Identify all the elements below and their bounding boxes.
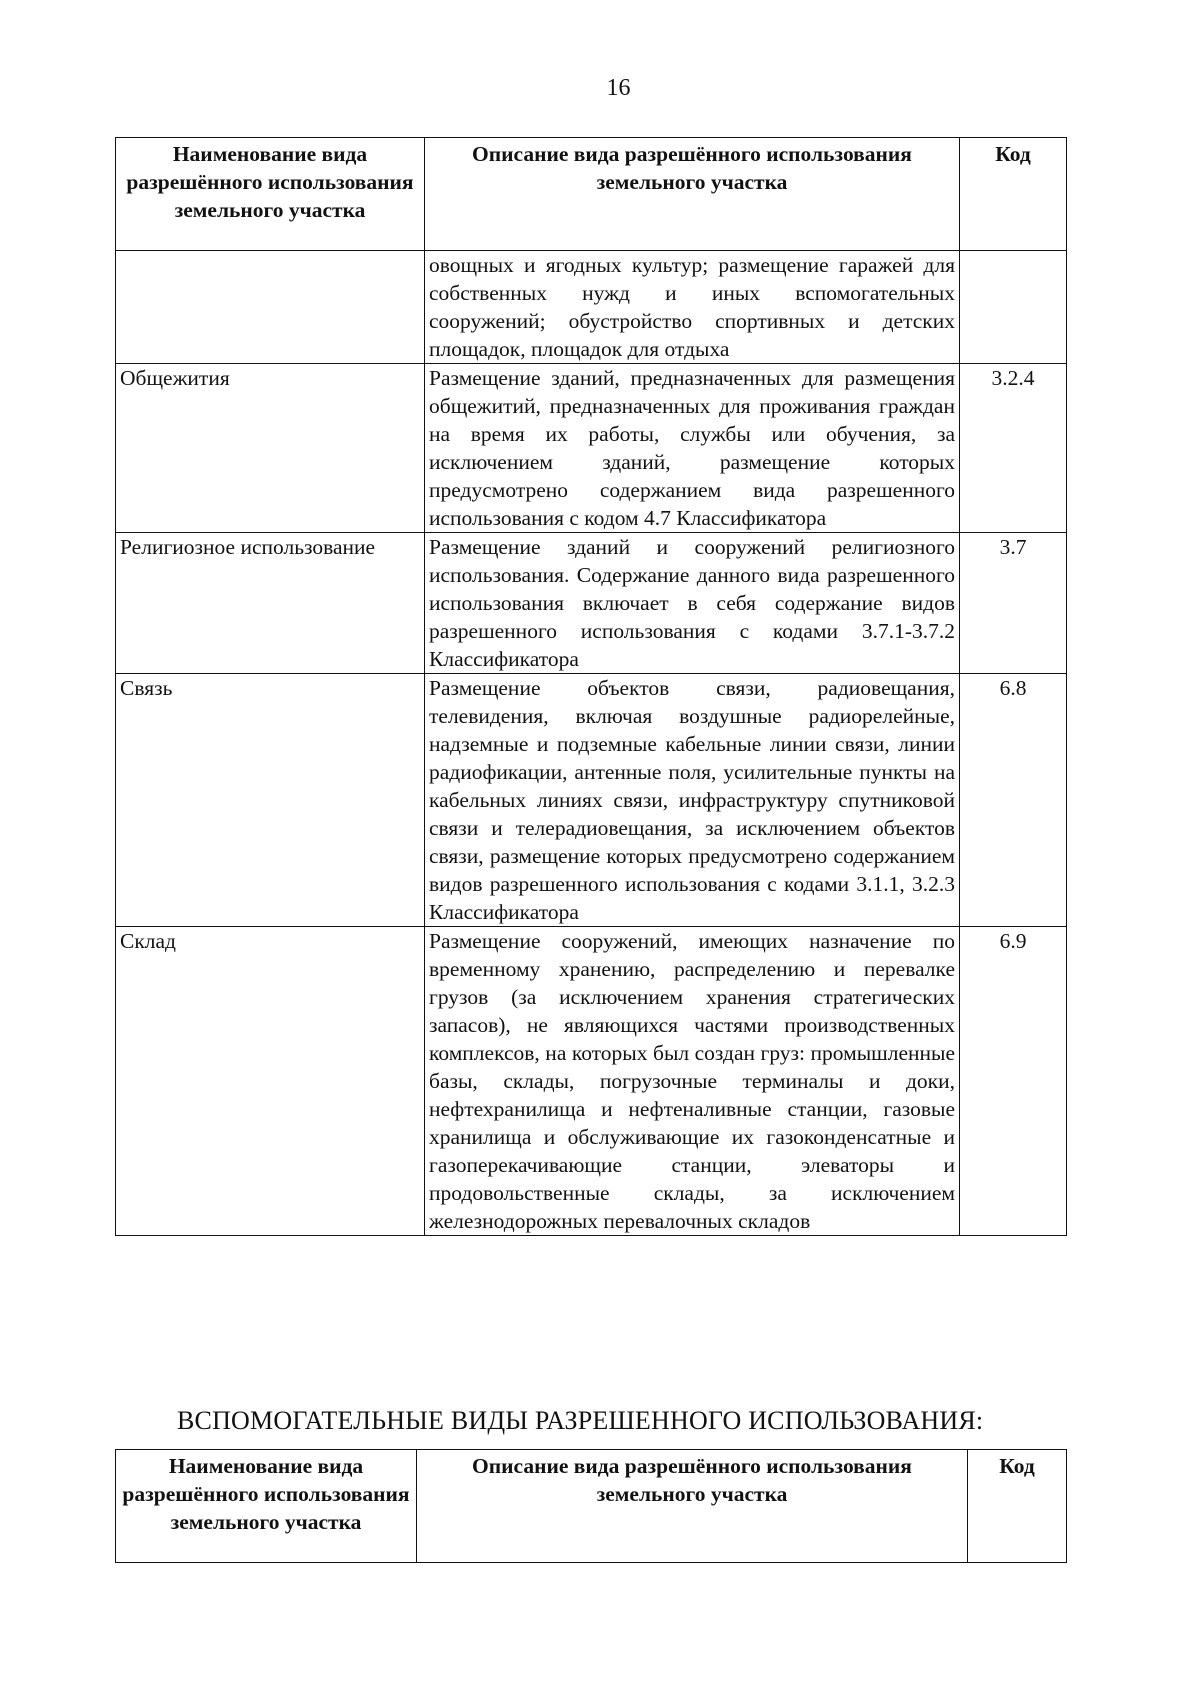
header-description: Описание вида разрешённого использования земельного участка [425,138,960,251]
row-description: овощных и ягодных культур; размещение гаражей для собственных нужд и иных вспомогательных сооружений; обустройство спортивных и детских площадок, площадок для отдыха [425,251,960,364]
row-code: 6.8 [960,674,1067,927]
header-name: Наименование вида разрешённого использования земельного участка [116,138,425,251]
row-code: 6.9 [960,927,1067,1236]
section-title: ВСПОМОГАТЕЛЬНЫЕ ВИДЫ РАЗРЕШЕННОГО ИСПОЛЬЗОВАНИЯ: [177,1406,984,1435]
table-header-row [116,1450,1067,1563]
page-number: 16 [606,75,631,101]
row-code: 3.7 [960,533,1067,674]
row-code [960,251,1067,364]
header-name: Наименование вида разрешённого использования земельного участка [116,1450,417,1563]
row-description: Размещение объектов связи, радиовещания, телевидения, включая воздушные радиорелейные, надземные и подземные кабельные линии связи, линии радиофикации, антенные поля, усилительные пункты на кабельных линиях связи, инфраструктуру спутниковой связи и телерадиовещания, за исключением объектов связи, размещение которых предусмотрено содержанием видов разрешенного использования с кодами 3.1.1, 3.2.3 Классификатора [425,674,960,927]
header-description: Описание вида разрешённого использования земельного участка [417,1450,968,1563]
header-code: Код [960,138,1067,251]
row-name [116,251,425,364]
row-name: Склад [116,927,425,1236]
table-row [116,364,1067,533]
row-description: Размещение сооружений, имеющих назначение по временному хранению, распределению и перевалке грузов (за исключением хранения стратегических запасов), не являющихся частями производственных комплексов, на которых был создан груз: промышленные базы, склады, погрузочные терминалы и доки, нефтехранилища и нефтеналивные станции, газовые хранилища и обслуживающие их газоконденсатные и газоперекачивающие станции, элеваторы и продовольственные склады, за исключением железнодорожных перевалочных складов [425,927,960,1236]
row-name: Общежития [116,364,425,533]
row-name: Связь [116,674,425,927]
header-code: Код [968,1450,1067,1563]
table-header-row [116,138,1067,251]
table-row [116,251,1067,364]
row-description: Размещение зданий и сооружений религиозного использования. Содержание данного вида разрешенного использования включает в себя содержание видов разрешенного использования с кодами 3.7.1-3.7.2 Классификатора [425,533,960,674]
table-row [116,927,1067,1236]
row-code: 3.2.4 [960,364,1067,533]
row-description: Размещение зданий, предназначенных для размещения общежитий, предназначенных для проживания граждан на время их работы, службы или обучения, за исключением зданий, размещение которых предусмотрено содержанием вида разрешенного использования с кодом 4.7 Классификатора [425,364,960,533]
table-row [116,674,1067,927]
auxiliary-use-table [115,1449,1067,1563]
permitted-use-table [115,137,1067,1236]
row-name: Религиозное использование [116,533,425,674]
table-row [116,533,1067,674]
